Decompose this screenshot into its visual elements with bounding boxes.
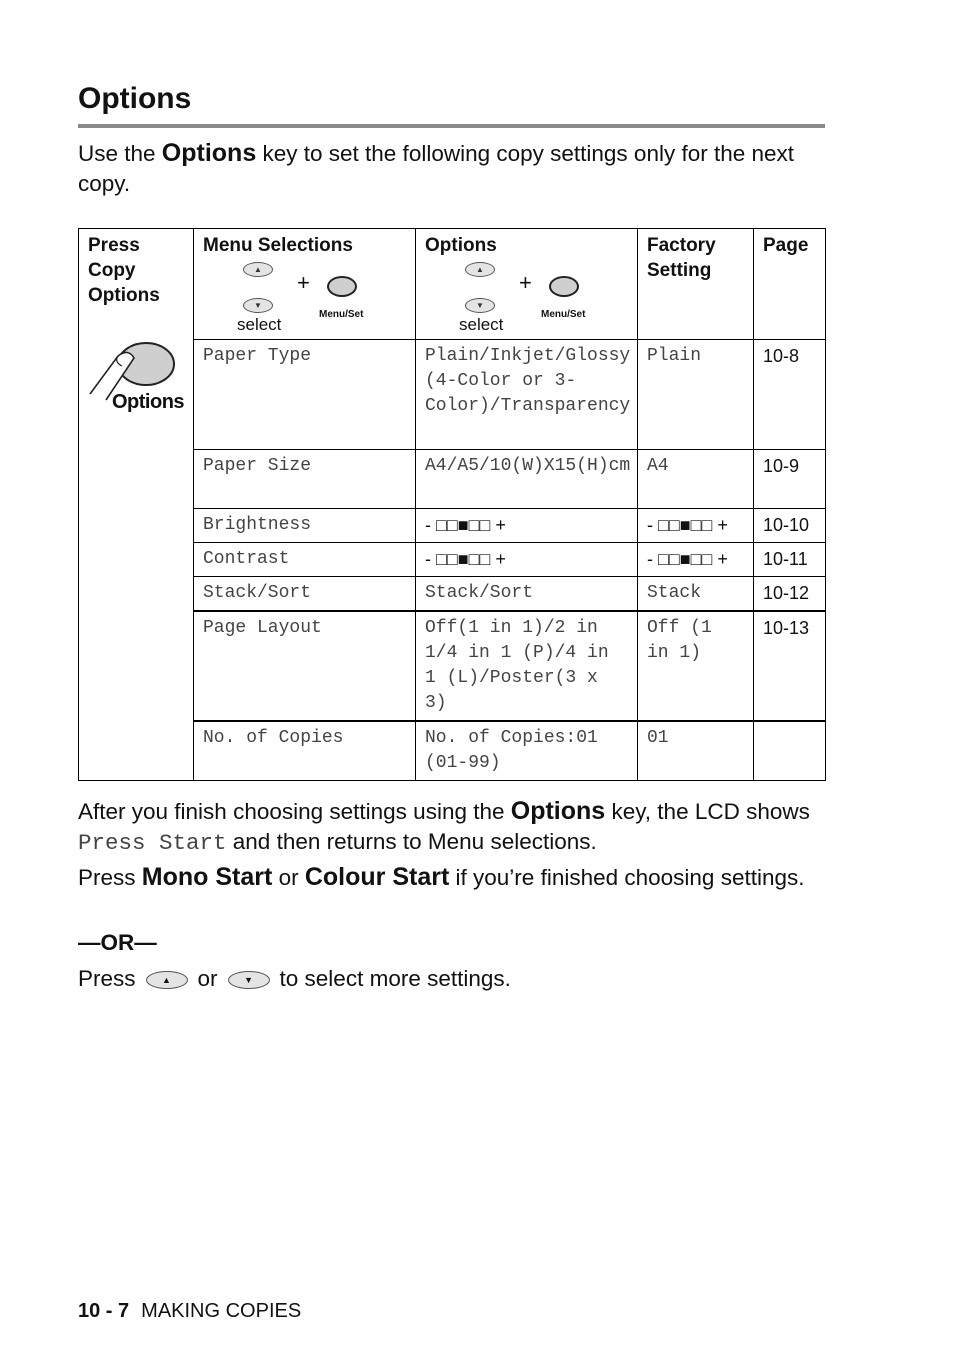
header-options	[416, 229, 638, 340]
footer-section-title: MAKING COPIES	[141, 1300, 302, 1322]
colour-start-key-name: Colour Start	[304, 863, 450, 891]
options-cell: A4/A5/10(W)X15(H)cm	[416, 450, 638, 509]
intro-paragraph	[78, 138, 838, 199]
options-keys-graphic	[425, 258, 628, 334]
press-more-post: to select more settings.	[279, 966, 511, 991]
page-cell: 10-9	[754, 450, 826, 509]
header-menu-selections	[194, 229, 416, 340]
mono-start-key-name: Mono Start	[141, 863, 273, 891]
intro-post: key to set the following copy settings only for the next copy.	[78, 141, 795, 196]
menu-cell: Paper Size	[194, 450, 416, 509]
plus-sign: +	[297, 270, 310, 295]
page-footer	[78, 1300, 301, 1323]
press-more-pre: Press	[78, 966, 136, 991]
menu-set-label: Menu/Set	[541, 309, 586, 320]
menu-cell: Contrast	[194, 543, 416, 577]
options-cell: Off(1 in 1)/2 in 1/4 in 1 (P)/4 in 1 (L)/Poster(3 x 3)	[416, 611, 638, 721]
header-options-label: Options	[425, 235, 497, 256]
press-or: or	[272, 865, 305, 890]
factory-cell: Off (1 in 1)	[638, 611, 754, 721]
factory-cell: 01	[638, 721, 754, 781]
after-paragraph	[78, 796, 838, 858]
up-arrow-key-icon: ▲	[146, 971, 188, 989]
page-cell: 10-10	[754, 509, 826, 543]
select-label: select	[459, 315, 504, 334]
page-cell	[754, 721, 826, 781]
options-cell: No. of Copies:01 (01-99)	[416, 721, 638, 781]
menu-cell: Stack/Sort	[194, 577, 416, 612]
options-button-label: Options	[112, 391, 185, 413]
factory-cell: - □□■□□ +	[638, 543, 754, 577]
header-factory-setting: Factory Setting	[638, 229, 754, 340]
press-post: if you’re finished choosing settings.	[449, 865, 805, 890]
press-more-or: or	[197, 966, 218, 991]
footer-page-number: 10 - 7	[78, 1300, 130, 1322]
page-cell: 10-8	[754, 340, 826, 450]
or-separator: —OR—	[78, 930, 157, 955]
down-arrow-key-icon: ▼	[465, 298, 495, 313]
factory-cell: A4	[638, 450, 754, 509]
lcd-message: Press Start	[78, 830, 227, 856]
options-cell: Plain/Inkjet/Glossy (4-Color or 3-Color)/Transparency	[416, 340, 638, 450]
options-cell: Stack/Sort	[416, 577, 638, 612]
header-page: Page	[754, 229, 826, 340]
plus-sign: +	[519, 270, 532, 295]
menu-cell: Paper Type	[194, 340, 416, 450]
page-cell: 10-13	[754, 611, 826, 721]
select-label: select	[237, 315, 282, 334]
up-arrow-key-icon: ▲	[243, 262, 273, 277]
after-mid: key, the LCD shows	[605, 799, 810, 824]
options-cell: - □□■□□ +	[416, 543, 638, 577]
press-start-paragraph	[78, 862, 838, 893]
title-rule	[78, 124, 825, 128]
press-copy-options-cell	[79, 229, 194, 781]
header-menu-label: Menu Selections	[203, 235, 353, 256]
options-table	[78, 228, 826, 781]
header-press: Press Copy Options	[88, 235, 160, 306]
after-post: and then returns to Menu selections.	[226, 829, 597, 854]
menu-cell: Brightness	[194, 509, 416, 543]
page-cell: 10-11	[754, 543, 826, 577]
up-arrow-key-icon: ▲	[465, 262, 495, 277]
options-key-name: Options	[161, 139, 257, 167]
menu-set-key-icon	[327, 276, 357, 297]
intro-pre: Use the	[78, 141, 162, 166]
options-cell: - □□■□□ +	[416, 509, 638, 543]
menu-set-label: Menu/Set	[319, 309, 364, 320]
menu-cell: Page Layout	[194, 611, 416, 721]
options-key-name: Options	[510, 797, 606, 825]
press-pre: Press	[78, 865, 142, 890]
down-arrow-key-icon: ▼	[243, 298, 273, 313]
factory-cell: Plain	[638, 340, 754, 450]
menu-set-key-icon	[549, 276, 579, 297]
finger-press-options-icon	[88, 342, 184, 432]
factory-cell: - □□■□□ +	[638, 509, 754, 543]
after-pre: After you finish choosing settings using the	[78, 799, 511, 824]
down-arrow-key-icon: ▼	[228, 971, 270, 989]
press-more-paragraph	[78, 964, 838, 994]
menu-keys-graphic	[203, 258, 406, 334]
page-cell: 10-12	[754, 577, 826, 612]
factory-cell: Stack	[638, 577, 754, 612]
menu-cell: No. of Copies	[194, 721, 416, 781]
page-title: Options	[78, 82, 192, 115]
